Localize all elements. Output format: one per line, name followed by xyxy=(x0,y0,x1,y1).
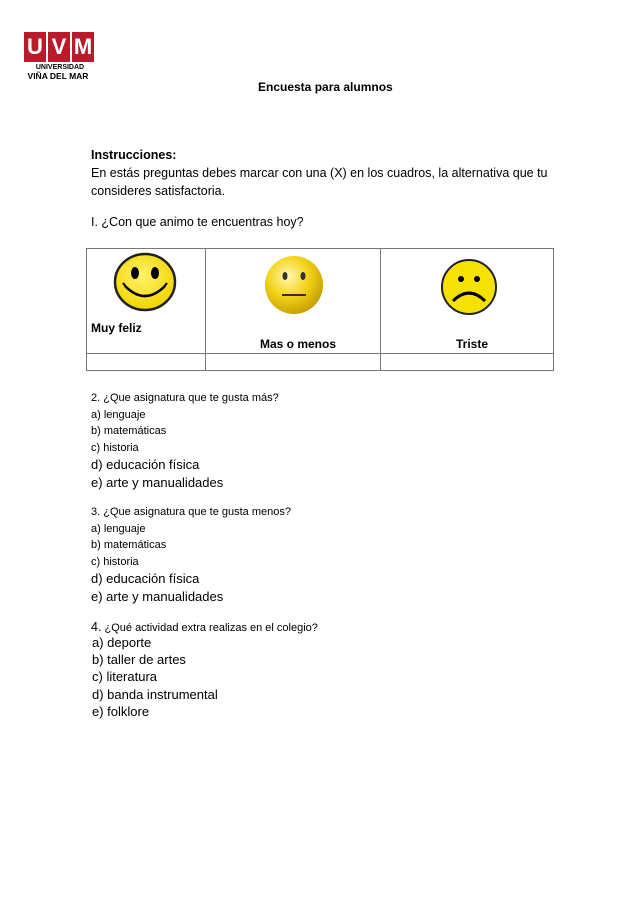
q4-option-b: b) taller de artes xyxy=(92,652,186,668)
q4-option-c: c) literatura xyxy=(92,669,158,685)
q4-option-d: d) banda instrumental xyxy=(92,686,218,702)
question-2: 2. ¿Que asignatura que te gusta más? xyxy=(91,392,279,404)
q2-option-c: c) historia xyxy=(91,441,139,454)
logo-letter-m: M xyxy=(72,32,94,62)
option-mas-o-menos: Mas o menos xyxy=(260,337,337,351)
q2-option-d: d) educación física xyxy=(91,457,200,472)
logo-line2: VIÑA DEL MAR xyxy=(27,71,89,81)
question-1: I. ¿Con que animo te encuentras hoy? xyxy=(91,215,304,229)
logo-letter-u: U xyxy=(24,32,46,62)
q3-option-c: c) historia xyxy=(91,555,139,568)
question-4-number: 4. xyxy=(91,620,102,634)
instructions xyxy=(91,146,551,200)
mood-cell-sad xyxy=(381,249,554,354)
question-4 xyxy=(91,620,318,634)
q3-option-e: e) arte y manualidades xyxy=(91,588,224,604)
mood-cell-happy xyxy=(87,249,206,354)
q2-option-a: a) lenguaje xyxy=(91,408,146,421)
mark-box-mas-o-menos[interactable] xyxy=(206,354,381,371)
mood-table xyxy=(86,248,554,371)
q4-option-a: a) deporte xyxy=(92,635,152,650)
q4-option-e: e) folklore xyxy=(92,703,150,719)
page-title: Encuesta para alumnos xyxy=(258,80,393,94)
question-2-block xyxy=(91,390,279,491)
happy-face-icon xyxy=(113,252,177,312)
question-4-options xyxy=(92,634,218,720)
q2-option-b: b) matemáticas xyxy=(91,425,167,437)
question-3: 3. ¿Que asignatura que te gusta menos? xyxy=(91,506,291,518)
uvm-logo xyxy=(24,32,96,81)
q3-option-a: a) lenguaje xyxy=(91,522,146,535)
q2-option-e: e) arte y manualidades xyxy=(91,474,224,490)
logo-letter-v: V xyxy=(48,32,70,62)
mark-box-triste[interactable] xyxy=(381,354,554,371)
logo-line1: UNIVERSIDAD xyxy=(35,64,85,71)
q3-option-d: d) educación física xyxy=(91,571,200,586)
option-triste: Triste xyxy=(456,337,489,351)
q3-option-b: b) matemáticas xyxy=(91,539,167,551)
sad-face-icon xyxy=(439,259,499,315)
option-muy-feliz: Muy feliz xyxy=(91,321,142,335)
mood-cell-neutral xyxy=(206,249,381,354)
instructions-heading: Instrucciones: xyxy=(91,148,177,162)
instructions-text: En estás preguntas debes marcar con una (X) en los cuadros, la alternativa que tu consideres satisfactoria. xyxy=(91,166,548,198)
logo-letters xyxy=(24,32,96,62)
question-4-text: ¿Qué actividad extra realizas en el colegio? xyxy=(104,622,318,634)
neutral-face-icon xyxy=(264,255,324,315)
mark-box-muy-feliz[interactable] xyxy=(87,354,206,371)
question-3-block xyxy=(91,504,291,605)
